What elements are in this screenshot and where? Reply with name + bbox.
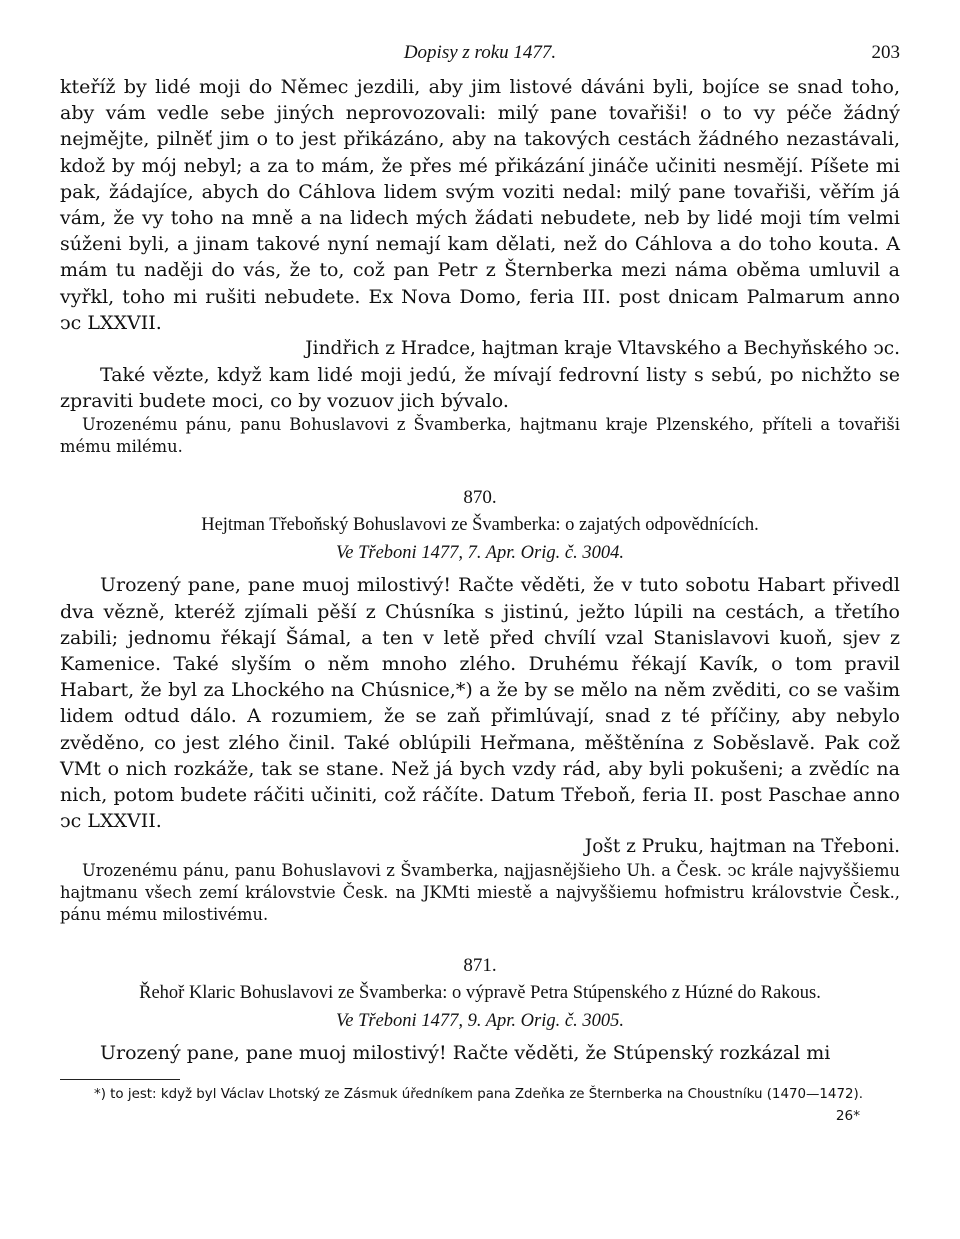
book-page [60, 42, 900, 1192]
letter-870-body: Urozený pane, pane muoj milostivý! Račte věděti, že v tuto sobotu Habart přivedl dva vězně, kteréž zjímali pěší z Chúsníka s jistinú, ježto lúpili na cestách, a třetího zabili; jednomu řékají Šámal, a ten v letě před chvílí vzal Stanislavovi kuoň, sjev z Kamenice. Také slyším o něm mnoho zlého. Druhému řékají Kavík, o tom pravil Habart, že byl za Lhockého na Chúsnice,*) a že by se mělo na něm zvěditi, co se vašim lidem odtud dálo. A rozumiem, že se zaň přimlúvají, snad z té příčiny, aby nebylo zvěděno, co jest zlého činil. Také oblúpili Heřmana, měštěnína z Soběslavě. Pak což VMt o nich rozkáže, tak se stane. Než já bych vzdy rád, aby byli pokušeni; a zvědíc na nich, potom budete ráčiti učiniti, což ráčíte. Datum Třeboň, feria II. post Paschae anno ͻc LXXVII. [60, 574, 900, 833]
letter-871-title: Řehoř Klaric Bohuslavovi ze Švamberka: o výpravě Petra Stúpenského z Húzné do Rakous. [139, 983, 821, 1004]
running-title: Dopisy z roku 1477. [403, 42, 557, 63]
footnote: *) to jest: když byl Václav Lhotský ze Zásmuk úředníkem pana Zdeňka ze Šternberka na Choustníku (1470—1472). [94, 1086, 863, 1102]
page-number: 203 [871, 42, 900, 63]
letter-869-postscript: Také vězte, když kam lidé moji jedú, že mívají fedrovní listy s sebú, po nichžto se zpraviti budete moci, co by vozuov jich bývalo. [60, 364, 900, 413]
running-header [60, 42, 900, 74]
footnote-divider [60, 1079, 180, 1080]
letter-871-source: Ve Třeboni 1477, 9. Apr. Orig. č. 3005. [336, 1011, 624, 1032]
letter-870-title: Hejtman Třeboňský Bohuslavovi ze Švamberka: o zajatých odpovědnících. [201, 515, 759, 536]
letter-869-signature: Jindřich z Hradce, hajtman kraje Vltavského a Bechyňského ͻc. [305, 338, 900, 360]
letter-869-body: kteříž by lidé moji do Němec jezdili, aby jim listové dáváni byli, bojíce se snad toho, aby vám vedle sebe jiných neprovozovali: milý pane tovařiši! o to vy péče žádný nejmějte, pilněť jim o to jest přikázáno, aby na takových cestách žádného nezastávali, kdož by mój nebyl; a za to mám, že přes mé přikázání jináče učiniti nesmějí. Píšete mi pak, žádajíce, abych do Cáhlova lidem svým voziti nedal: milý pane tovařiši, věřím já vám, že vy toho na mně a na lidech mých žádati nebudete, neb by lidé moji tím velmi súženi byli, a jinam takové nyní nemají kam dělati, než do Cáhlova a do toho kouta. A mám tu naději do vás, že to, což pan Petr z Šternberka mezi náma oběma umluvil a vyřkl, toho mi rušiti nebudete. Ex Nova Domo, feria III. post dnicam Palmarum anno ͻc LXXVII. [60, 76, 900, 334]
letter-870-address: Urozenému pánu, panu Bohuslavovi z Švamberka, najjasnějšieho Uh. a Česk. ͻc krále najvyššiemu hajtmanu všech zemí královstvie Česk. na JKMti miestě a najvyššiemu hofmistru královstvie Česk., pánu mému milostivému. [60, 861, 900, 925]
letter-871-body: Urozený pane, pane muoj milostivý! Račte věděti, že Stúpenský rozkázal mi [100, 1042, 831, 1065]
letter-870-number: 870. [463, 487, 497, 509]
letter-871-number: 871. [463, 955, 497, 977]
letter-870-signature: Jošt z Pruku, hajtman na Třeboni. [584, 836, 900, 858]
letter-870-source: Ve Třeboni 1477, 7. Apr. Orig. č. 3004. [336, 543, 624, 564]
letter-869-address: Urozenému pánu, panu Bohuslavovi z Švamberka, hajtmanu kraje Plzenského, příteli a tovařiši mému milému. [60, 415, 900, 457]
printer-signature-mark: 26* [835, 1107, 860, 1124]
